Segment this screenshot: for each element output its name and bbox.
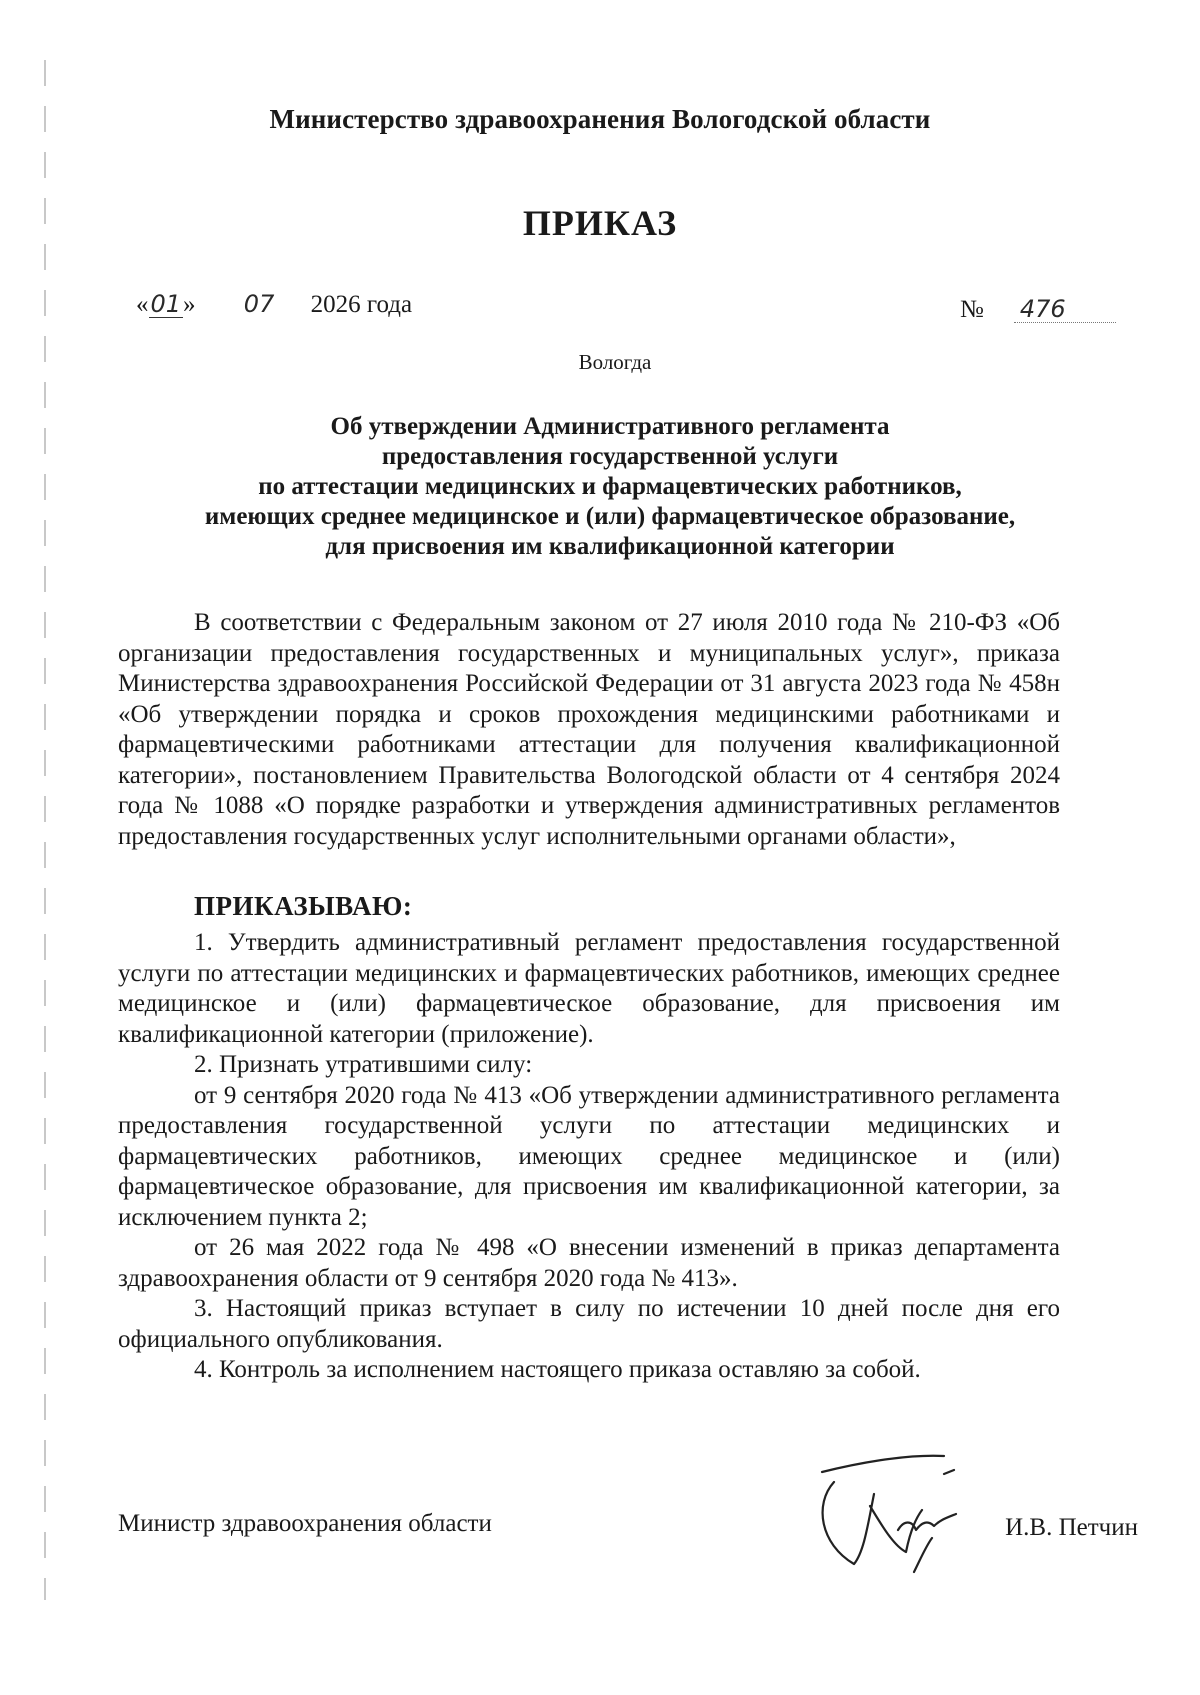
number-sign: № bbox=[960, 296, 984, 323]
handwritten-number: 476 bbox=[1014, 296, 1116, 323]
directive-heading: ПРИКАЗЫВАЮ: bbox=[194, 891, 413, 921]
subject-line: предоставления государственной услуги bbox=[381, 443, 839, 470]
order-item: 3. Настоящий приказ вступает в силу по истечении 10 дней после дня его официального опубликования. bbox=[118, 1295, 1060, 1353]
handwritten-month: 07 bbox=[243, 290, 275, 318]
order-item: от 9 сентября 2020 года № 413 «Об утверждении административного регламента предоставления государственной услуги по аттестации медицинских и фармацевтических работников, имеющих среднее медицинское и (или) фармацевтическое образование, для присвоения им квалификационной категории, за исключением пункта 2; bbox=[118, 1081, 1060, 1231]
subject-line: для присвоения им квалификационной категории bbox=[325, 533, 895, 560]
preamble bbox=[118, 608, 1060, 852]
preamble-paragraph: В соответствии с Федеральным законом от 27 июля 2010 года № 210-ФЗ «Об организации предоставления государственных и муниципальных услуг», приказа Министерства здравоохранения Российской Федерации от 31 августа 2023 года № 458н «Об утверждении порядка и сроков прохождения медицинскими работниками и фармацевтическими работниками аттестации для получения квалификационной категории», постановлением Правительства Вологодской области от 4 сентября 2024 года № 1088 «О порядке разработки и утверждения административных регламентов предоставления государственных услуг исполнительными органами области», bbox=[118, 609, 1060, 850]
order-item: от 26 мая 2022 года № 498 «О внесении изменений в приказ департамента здравоохранения области от 9 сентября 2020 года № 413». bbox=[118, 1234, 1060, 1292]
subject-line: имеющих среднее медицинское и (или) фармацевтическое образование, bbox=[204, 503, 1016, 530]
order-items bbox=[118, 928, 1060, 1386]
subject-line: по аттестации медицинских и фармацевтических работников, bbox=[258, 473, 962, 500]
order-date bbox=[136, 290, 412, 319]
signature-block bbox=[118, 1496, 1138, 1606]
ministry-name: Министерство здравоохранения Вологодской области bbox=[269, 104, 931, 134]
order-city: Вологда bbox=[578, 350, 652, 374]
date-quote-close: » bbox=[183, 291, 196, 318]
date-quote-open: « bbox=[136, 291, 149, 318]
handwritten-signature bbox=[794, 1434, 994, 1584]
order-item: 2. Признать утратившими силу: bbox=[194, 1051, 533, 1078]
order-subject bbox=[140, 412, 1080, 562]
scan-margin-marks bbox=[44, 60, 46, 1600]
order-item: 4. Контроль за исполнением настоящего приказа оставляю за собой. bbox=[194, 1356, 921, 1383]
subject-line: Об утверждении Административного регламента bbox=[330, 413, 890, 440]
order-number bbox=[960, 296, 1116, 324]
order-item: 1. Утвердить административный регламент предоставления государственной услуги по аттестации медицинских и фармацевтических работников, имеющих среднее медицинское и (или) фармацевтическое образование, для присвоения им квалификационной категории (приложение). bbox=[118, 929, 1060, 1048]
signatory-name: И.В. Петчин bbox=[1005, 1514, 1138, 1541]
date-year: 2026 года bbox=[310, 291, 413, 318]
order-title: ПРИКАЗ bbox=[522, 203, 678, 243]
handwritten-day: 01 bbox=[150, 290, 182, 318]
signatory-title: Министр здравоохранения области bbox=[118, 1510, 492, 1537]
